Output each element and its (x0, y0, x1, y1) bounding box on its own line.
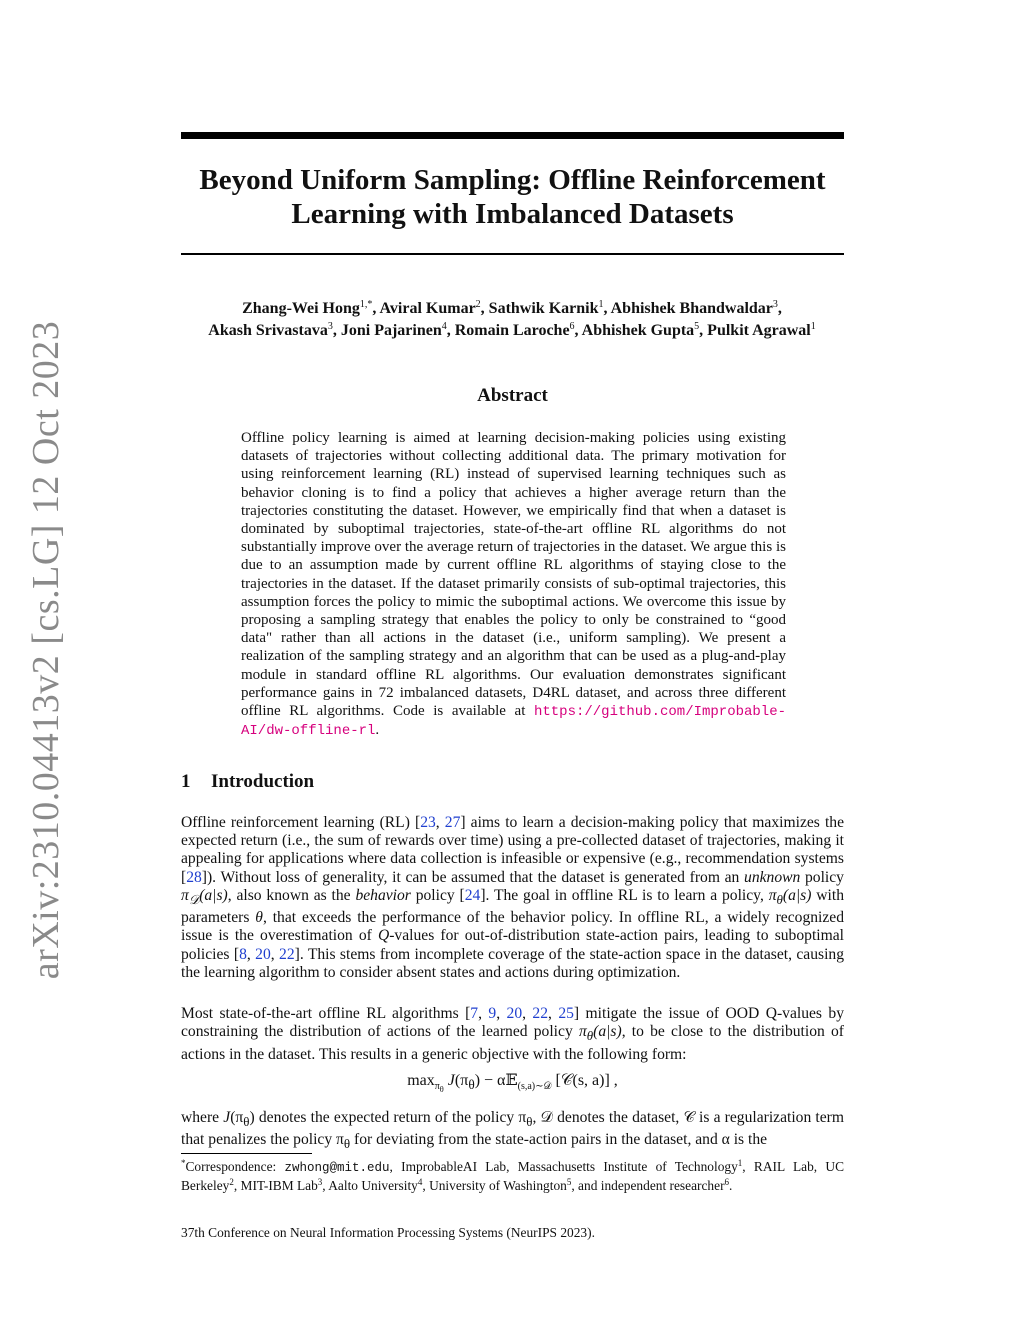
abstract-heading: Abstract (477, 385, 548, 406)
citation-link[interactable]: 23 (420, 814, 436, 831)
citation-link[interactable]: 20 (255, 945, 271, 963)
author-affiliation: 3 (327, 321, 333, 332)
affiliation-number: 4 (417, 1177, 423, 1187)
objective-equation: $\max_{\pi_\theta} J(\pi_\theta)$ − α𝔼$_{(s,a)\sim 𝒟}$ [𝒞(s, a)] , (407, 1072, 618, 1095)
affiliation-text: , RAIL Lab, UC Berkeley (181, 1159, 845, 1193)
affiliation-text: , Aalto University (322, 1178, 418, 1193)
section-number: 1 (181, 771, 191, 792)
citation-link[interactable]: 7 (470, 1005, 479, 1022)
arxiv-identifier: arXiv:2310.04413v2 [cs.LG] 12 Oct 2023 (25, 320, 67, 980)
affiliation-text: , ImprobableAI Lab, Massachusetts Institute of Technology (389, 1159, 738, 1174)
author-name: Sathwik Karnik (488, 300, 599, 317)
conference-note: 37th Conference on Neural Information Processing Systems (NeurIPS 2023). (181, 1225, 595, 1240)
author-name: Akash Srivastava (208, 322, 328, 339)
author-name: Abhishek Bhandwaldar (610, 300, 773, 317)
author-name: Aviral Kumar (379, 300, 476, 317)
title-bottom-rule (181, 253, 844, 255)
affiliation-number: 3 (317, 1177, 323, 1187)
author-affiliation: 1 (598, 299, 604, 310)
author-affiliation: 2 (475, 299, 481, 310)
citation-link[interactable]: 24 (464, 886, 481, 904)
affiliation-number: 2 (229, 1177, 234, 1187)
author-name: Abhishek Gupta (581, 322, 695, 339)
citation-link[interactable]: 22 (279, 945, 295, 963)
author-affiliation: 1,* (359, 299, 373, 310)
author-affiliation: 4 (441, 321, 447, 332)
author-name: Romain Laroche (454, 322, 570, 339)
author-affiliation: 1 (810, 321, 816, 332)
affiliation-number: 1 (737, 1158, 743, 1168)
section-heading-introduction (181, 771, 844, 793)
title-top-rule (181, 132, 844, 139)
correspondence-footnote (181, 1158, 844, 1194)
footnote-marker: * (181, 1158, 186, 1168)
footnote-label: Correspondence: (185, 1159, 285, 1174)
paper-title (181, 163, 844, 231)
intro-paragraph-2: Most state-of-the-art offline RL algorithms [7, 9, 20, 22, 25] mitigate the issue of OOD Q-values by constraining the distribution of actions of the learned policy $\pi_\theta(a|s)$, to be close to the distribution of actions in the dataset. This results in a generic objective with the following form: (181, 1005, 844, 1063)
abstract-text: Offline policy learning is aimed at learning decision-making policies using existing datasets of trajectories without collecting additional data. The primary motivation for using reinforcement learning (RL) instead of supervised learning techniques such as behavior cloning is to find a policy that achieves a higher average return than the trajectories constituting the dataset. However, we empirically find that when a dataset is dominated by suboptimal trajectories, state-of-the-art offline RL algorithms do not substantially improve over the average return of trajectories in the dataset. We argue this is due to an assumption made by current offline RL algorithms of staying close to the trajectories in the dataset. If the dataset primarily consists of sub-optimal trajectories, this assumption forces the policy to mimic the suboptimal actions. We overcome this issue by proposing a sampling strategy that enables the policy to only be constrained to “good data" rather than all actions in the dataset (i.e., uniform sampling). We present a realization of the sampling strategy and an algorithm that can be used as a plug-and-play module in standard offline RL algorithms. Our evaluation demonstrates significant performance gains in 72 imbalanced datasets, D4RL dataset, and across three different offline RL algorithms. (241, 430, 786, 720)
citation-link[interactable]: 27 (444, 814, 461, 831)
affiliation-text: , and independent researcher (571, 1178, 725, 1193)
intro-paragraph-1: Offline reinforcement learning (RL) [23, 27] aims to learn a decision-making policy that maximizes the expected return (i.e., the sum of rewards over time) using a pre-collected dataset of trajectories, making it appealing for applications where data collection is infeasible or expensive (e.g., recommendation systems [28]). Without loss of generality, it can be assumed that the dataset is generated from an unknown policy $\pi_𝒟(a|s)$, also known as the behavior policy [24]. The goal in offline RL is to learn a policy, $\pi_\theta(a|s)$ with parameters θ, that exceeds the performance of the behavior policy. In offline RL, a widely recognized issue is the overestimation of Q-values for out-of-distribution state-action pairs, leading to suboptimal policies [8, 20, 22]. This stems from incomplete coverage of the state-action space in the dataset, causing the learning algorithm to consider absent states and actions during optimization. (181, 814, 845, 981)
author-line-1: Zhang-Wei Hong$^{1,*}$, Aviral Kumar$^2$, Sathwik Karnik$^1$, Abhishek Bhandwaldar$^3$, (242, 299, 782, 317)
intro-paragraph-3: where $J(\pi_\theta)$ denotes the expected return of the policy $\pi_\theta$, 𝒟 denotes the dataset, 𝒞 is a regularization term that penalizes the policy $\pi_\theta$ for deviating from the state-action pairs in the dataset, and α is the (181, 1109, 844, 1152)
author-name: Joni Pajarinen (340, 322, 442, 339)
author-name: Zhang-Wei Hong (242, 300, 360, 317)
code-availability-suffix: . (375, 722, 380, 739)
affiliation-text: , MIT-IBM Lab (233, 1178, 318, 1193)
citation-link[interactable]: 8 (239, 945, 247, 963)
author-list (150, 298, 874, 342)
author-affiliation: 3 (772, 299, 778, 310)
code-availability-prefix: Code is available at (393, 703, 534, 720)
title-line-2: Learning with Imbalanced Datasets (291, 198, 734, 230)
footnote-divider (181, 1153, 312, 1154)
affiliation-text: , University of Washington (422, 1178, 567, 1193)
citation-link[interactable]: 25 (558, 1005, 574, 1022)
code-repository-link[interactable]: https://github.com/Improbable-AI/dw-offline-rl (241, 704, 787, 740)
citation-link[interactable]: 20 (506, 1005, 523, 1022)
citation-link[interactable]: 22 (532, 1005, 549, 1022)
affiliation-number: 5 (566, 1177, 572, 1187)
abstract-body (241, 429, 786, 740)
author-affiliation: 6 (569, 321, 575, 332)
author-affiliation: 5 (694, 321, 700, 332)
author-line-2: Akash Srivastava$^3$, Joni Pajarinen$^4$, Romain Laroche$^6$, Abhishek Gupta$^5$, Pulkit Agrawal$^1$ (208, 321, 816, 339)
section-title: Introduction (211, 771, 315, 792)
title-line-1: Beyond Uniform Sampling: Offline Reinforcement (199, 164, 826, 196)
citation-link[interactable]: 9 (488, 1005, 497, 1022)
author-name: Pulkit Agrawal (707, 322, 811, 339)
citation-link[interactable]: 28 (186, 868, 202, 886)
correspondence-email[interactable]: zwhong@mit.edu (284, 1161, 390, 1175)
affiliation-number: 6 (724, 1177, 730, 1187)
footnote-end: . (729, 1178, 733, 1193)
